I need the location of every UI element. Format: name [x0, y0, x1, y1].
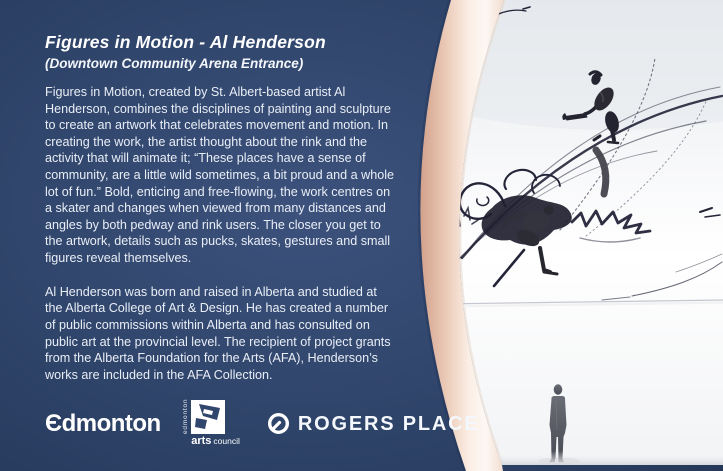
- arts-council-label: [191, 436, 240, 447]
- info-panel: [45, 32, 397, 383]
- arts-council-icon: [191, 400, 225, 434]
- page-title: Figures in Motion - Al Henderson: [45, 32, 326, 52]
- arts-council-word-council: council: [213, 436, 240, 446]
- arts-council-vertical-text: edmonton: [181, 398, 189, 434]
- description-paragraph-2: Al Henderson was born and raised in Alberta and studied at the Alberta College of Art & Design. He has created a number of public commissions within Alberta and has consulted on public art at the provincial level. The recipient of project grants from the Alberta Foundation for the Arts (AFA), Henderson’s works are included in the AFA Collection.: [45, 284, 391, 382]
- description-paragraph-1: Figures in Motion, created by St. Albert-based artist Al Henderson, combines the disciplines of painting and sculpture to create an artwork that celebrates movement and motion. In creating the work, the artist thought about the rink and the activity that will animate it; “These places have a sense of community, are a little wild sometimes, a bit proud and a whole lot of fun.” Bold, enticing and free-flowing, the work centres on a skater and changes when viewed from many distances and angles by both pedway and rink users. The closer you get to the artwork, details such as pucks, skates, gestures and small figures reveal themselves.: [45, 85, 395, 266]
- city-of-edmonton-logo: Єdmonton: [45, 409, 161, 437]
- rogers-place-logo: [266, 411, 480, 436]
- arts-council-word-arts: arts: [191, 435, 212, 447]
- rogers-place-icon: [266, 411, 291, 436]
- edmonton-arts-council-logo: [183, 400, 240, 447]
- page-subtitle: (Downtown Community Arena Entrance): [45, 56, 304, 71]
- rogers-place-wordmark: ROGERS PLACE: [297, 412, 480, 435]
- logo-row: [45, 400, 480, 447]
